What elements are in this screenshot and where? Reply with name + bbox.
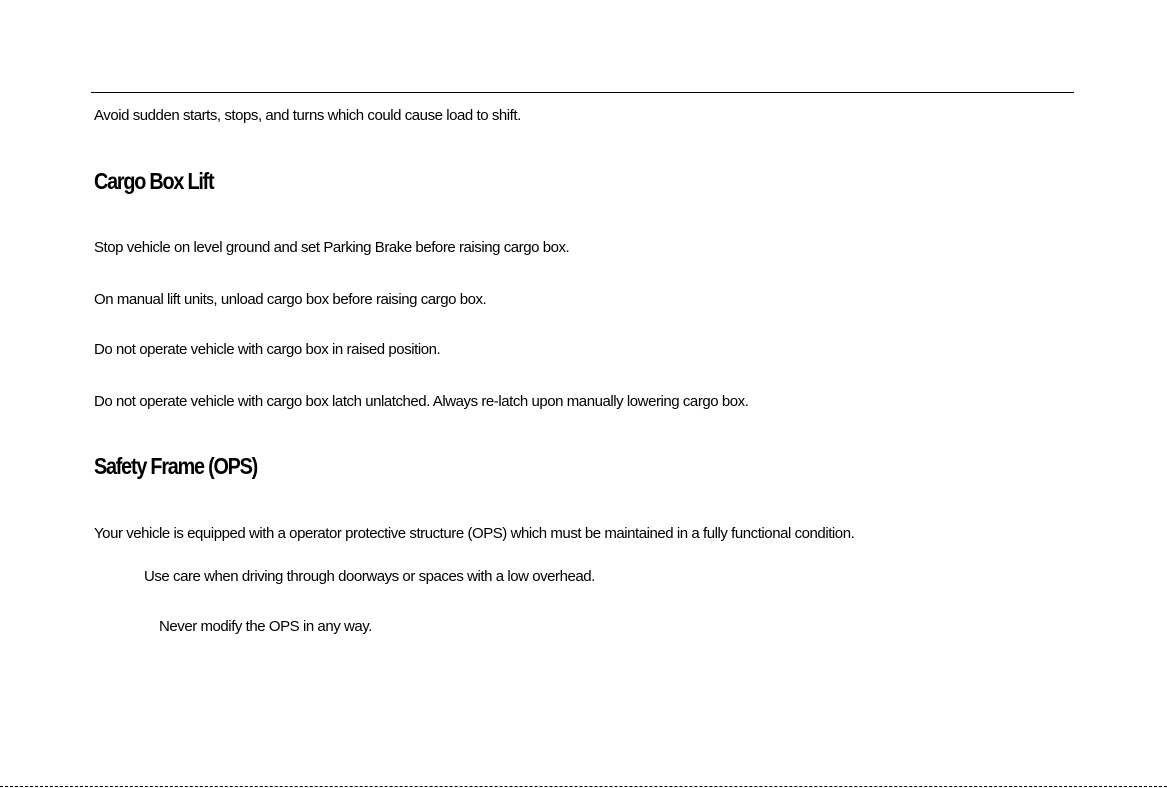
cargo-line-parking-brake: Stop vehicle on level ground and set Parking Brake before raising cargo box.: [94, 239, 570, 256]
cargo-line-raised-position: Do not operate vehicle with cargo box in raised position.: [94, 341, 441, 358]
cargo-line-manual-lift: On manual lift units, unload cargo box before raising cargo box.: [94, 291, 487, 308]
safety-bullet-low-overhead: Use care when driving through doorways or spaces with a low overhead.: [144, 568, 595, 585]
safety-bullet-never-modify: Never modify the OPS in any way.: [159, 618, 372, 635]
top-divider-rule: [91, 92, 1074, 93]
safety-frame-heading: Safety Frame (OPS): [94, 453, 258, 479]
cargo-box-lift-heading: Cargo Box Lift: [94, 168, 214, 194]
bottom-page-edge: [0, 786, 1167, 787]
safety-line-ops-structure: Your vehicle is equipped with a operator protective structure (OPS) which must be maintained in a fully functional condition.: [94, 525, 855, 542]
intro-line: Avoid sudden starts, stops, and turns which could cause load to shift.: [94, 107, 521, 124]
cargo-line-latch: Do not operate vehicle with cargo box latch unlatched. Always re-latch upon manually lowering cargo box.: [94, 393, 749, 410]
